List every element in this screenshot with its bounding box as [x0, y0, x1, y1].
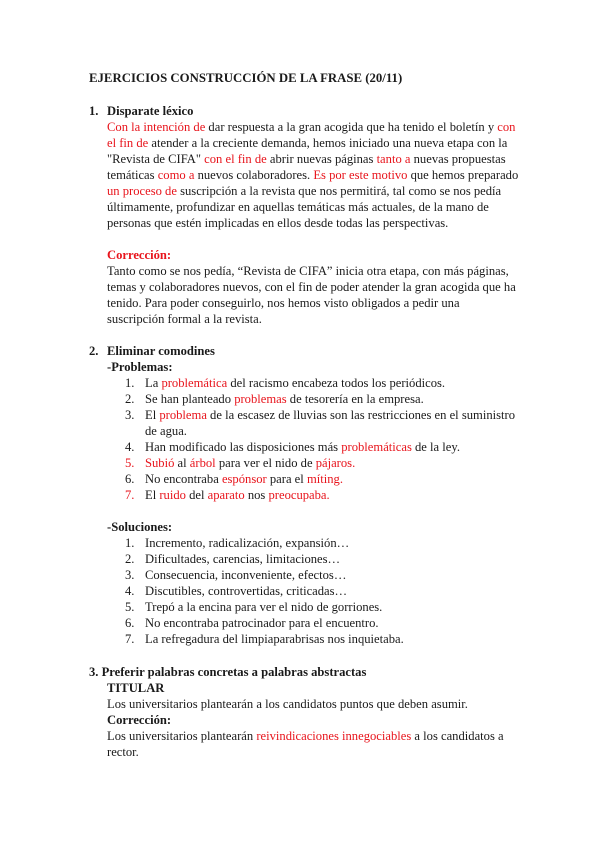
text-run: que hemos preparado	[407, 168, 519, 182]
text-run: a los candidatos a rector.	[107, 729, 504, 759]
text-run: de la ley.	[411, 440, 460, 454]
highlighted-text: Con la intención de	[107, 120, 206, 134]
highlighted-text: árbol	[189, 456, 216, 470]
text-run: nuevos colaboradores.	[194, 168, 314, 182]
titular-label: TITULAR	[107, 681, 165, 695]
item-number: 2.	[125, 552, 135, 566]
section-number: 2.	[89, 344, 99, 358]
highlighted-text: preocupaba.	[268, 488, 330, 502]
highlighted-text: con el fin de	[107, 120, 516, 150]
solution-item	[107, 599, 520, 615]
solution-item	[107, 631, 520, 647]
problem-item	[107, 471, 520, 487]
item-number: 5.	[125, 600, 135, 614]
highlighted-text: ruido	[159, 488, 186, 502]
correction-label: Corrección:	[107, 713, 172, 727]
section-title: Eliminar comodines	[107, 344, 215, 358]
highlighted-text: problemas	[234, 392, 287, 406]
text-run: Han modificado las disposiciones más	[145, 440, 342, 454]
solutions-label: -Soluciones:	[107, 520, 173, 534]
text-run: dar respuesta a la gran acogida que ha tenido el boletín y	[205, 120, 498, 134]
text-run: La	[145, 376, 162, 390]
item-number: 1.	[125, 536, 135, 550]
problem-item	[107, 375, 520, 391]
problem-item	[107, 439, 520, 455]
solution-item	[107, 567, 520, 583]
item-number: 2.	[125, 392, 135, 406]
solution-text: No encontraba patrocinador para el encuentro.	[145, 616, 379, 630]
item-number: 7.	[125, 488, 135, 502]
highlighted-text: problemáticas	[341, 440, 412, 454]
text-run: atender a la creciente demanda, hemos iniciado una nueva etapa con la "Revista de CIFA"	[107, 136, 508, 166]
solution-text: La refregadura del limpiaparabrisas nos inquietaba.	[145, 632, 404, 646]
problems-list	[107, 375, 520, 503]
section-1-heading	[89, 103, 193, 119]
text-run: No encontraba	[145, 472, 222, 486]
item-number: 6.	[125, 616, 135, 630]
text-run: para el	[266, 472, 307, 486]
solution-item	[107, 583, 520, 599]
section-2-heading	[89, 343, 215, 359]
solution-item	[107, 535, 520, 551]
highlighted-text: míting.	[306, 472, 343, 486]
correction-label: Corrección:	[107, 248, 172, 262]
solution-text: Dificultades, carencias, limitaciones…	[145, 552, 341, 566]
highlighted-text: con el fin de	[204, 152, 267, 166]
solution-text: Incremento, radicalización, expansión…	[145, 536, 350, 550]
highlighted-text: reivindicaciones innegociables	[256, 729, 412, 743]
text-run: suscripción a la revista que nos permitirá, tal como se nos pedía últimamente, profundizar en aquellas temáticas más actuales, de la mano de personas que estén implicadas en ellos desde todas las perspectivas.	[107, 184, 502, 230]
text-run: Se han planteado	[145, 392, 235, 406]
text-run: nos	[244, 488, 269, 502]
text-run: del racismo encabeza todos los periódicos.	[227, 376, 446, 390]
text-run: Los universitarios plantearán	[107, 729, 257, 743]
text-run: al	[174, 456, 190, 470]
item-number: 6.	[125, 472, 135, 486]
solution-item	[107, 615, 520, 631]
item-number: 3.	[125, 408, 135, 422]
highlighted-text: problemática	[161, 376, 228, 390]
section-title: Disparate léxico	[107, 104, 194, 118]
highlighted-text: pájaros.	[315, 456, 356, 470]
correction-paragraph	[107, 728, 520, 760]
highlighted-text: Subió	[145, 456, 175, 470]
highlighted-text: como a	[157, 168, 195, 182]
section-1-paragraph	[107, 119, 520, 231]
text-run: El	[145, 488, 160, 502]
text-run: El	[145, 408, 160, 422]
item-number: 4.	[125, 440, 135, 454]
titular-text: Los universitarios plantearán a los candidatos puntos que deben asumir.	[107, 697, 468, 711]
text-run: nuevas propuestas temáticas	[107, 152, 506, 182]
solution-text: Consecuencia, inconveniente, efectos…	[145, 568, 347, 582]
problem-item	[107, 487, 520, 503]
solutions-list	[107, 535, 520, 647]
text-run: para ver el nido de	[215, 456, 316, 470]
text-run: abrir nuevas páginas	[266, 152, 377, 166]
highlighted-text: problema	[159, 408, 207, 422]
solution-text: Trepó a la encina para ver el nido de gorriones.	[145, 600, 383, 614]
item-number: 7.	[125, 632, 135, 646]
item-number: 1.	[125, 376, 135, 390]
highlighted-text: tanto a	[376, 152, 411, 166]
correction-paragraph: Tanto como se nos pedía, “Revista de CIFA” inicia otra etapa, con más páginas, temas y colaboradores nuevos, con el fin de poder atender la gran acogida que ha tenido. Para poder conseguirlo, nos hemos visto obligados a pedir una suscripción formal a la revista.	[107, 264, 516, 326]
section-3-heading: 3. Preferir palabras concretas a palabras abstractas	[89, 665, 367, 679]
item-number: 4.	[125, 584, 135, 598]
problems-label: -Problemas:	[107, 360, 173, 374]
item-number: 3.	[125, 568, 135, 582]
highlighted-text: Es por este motivo	[313, 168, 408, 182]
text-run: del	[185, 488, 208, 502]
problem-item	[107, 455, 520, 471]
section-number: 1.	[89, 104, 99, 118]
problem-item	[107, 407, 520, 439]
highlighted-text: aparato	[207, 488, 245, 502]
highlighted-text: espónsor	[221, 472, 267, 486]
document-title: EJERCICIOS CONSTRUCCIÓN DE LA FRASE (20/11)	[89, 71, 403, 85]
text-run: de la escasez de lluvias son las restricciones en el suministro de agua.	[145, 408, 516, 438]
item-number: 5.	[125, 456, 135, 470]
highlighted-text: un proceso de	[107, 184, 177, 198]
text-run: de tesorería en la empresa.	[286, 392, 424, 406]
solution-item	[107, 551, 520, 567]
solution-text: Discutibles, controvertidas, criticadas…	[145, 584, 348, 598]
problem-item	[107, 391, 520, 407]
